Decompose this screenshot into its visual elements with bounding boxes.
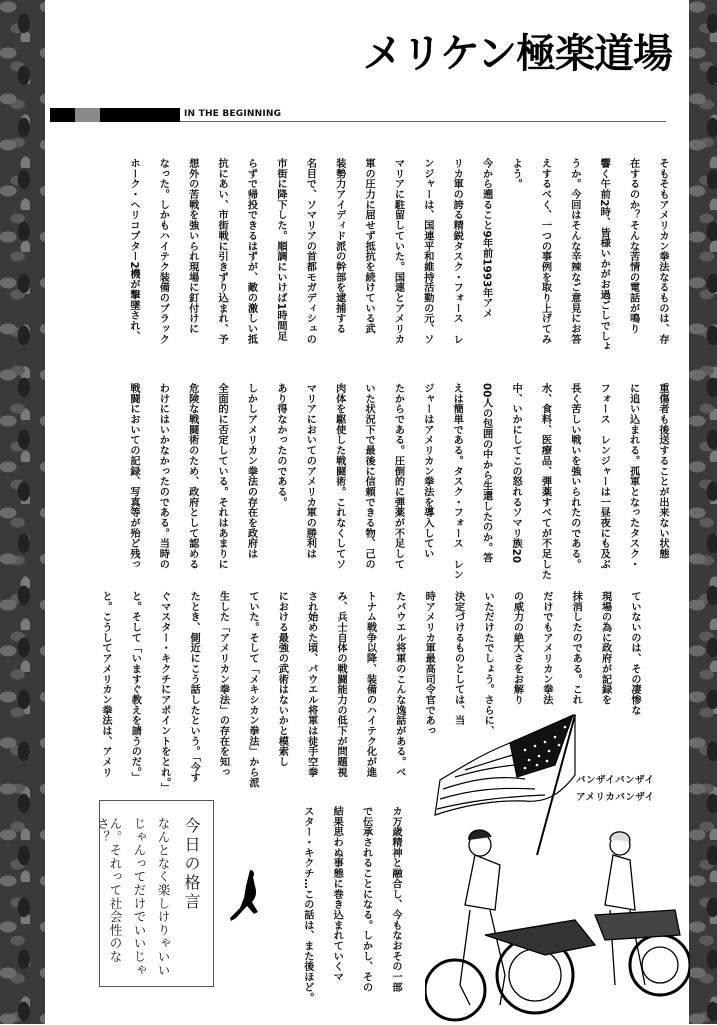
text-column: で伝承されることになる。しかし、その [360, 806, 372, 993]
text-column: うか。今回はそんな辛辣なご意見にお答 [568, 158, 580, 345]
text-column: ていないのは、その凄惨な [629, 591, 640, 716]
text-column: いただけたでしょう。さらに、 [482, 591, 494, 736]
text-column: 戦闘においての記録、写真等が殆ど残っ [127, 383, 139, 570]
section-divider [180, 121, 666, 122]
quote-line: なんとなく楽しけりゃいい [156, 817, 171, 977]
text-column: 水、食料、医療品、弾薬すべてが不足した [539, 383, 551, 580]
text-column: リカ軍の誇る精鋭タスク・フォース レ [451, 158, 463, 345]
text-column: 重傷者も後送することが出来ない状態 [657, 383, 668, 559]
text-column: 響く午前2時、皆様いかがお過ごしでしょ [598, 158, 610, 352]
text-column: み、兵士自体の戦闘能力の低下が問題視 [335, 591, 347, 778]
text-column: カ万歳精神と融合し、今もなおその一部 [390, 806, 401, 993]
text-column: 長く苦しい戦いを強いられたのである。 [568, 383, 580, 570]
text-column: トナム戦争以降、装備のハイテク化が進 [364, 591, 376, 778]
page-title: メリケン極楽道場 [362, 31, 672, 77]
kicking-figure-silhouette [228, 868, 264, 924]
section-bar-accent [75, 108, 100, 122]
text-column: と。こうしてアメリカン拳法は、アメリ [99, 591, 111, 778]
text-column: わけにはいかなかったのである。当時の [157, 383, 169, 570]
quote-title: 今日の格言 [182, 817, 201, 912]
text-column: そもそもアメリカン拳法なるものは、存 [657, 158, 668, 345]
illustration-girls-with-flag-on-motorcycles [425, 705, 690, 1025]
pinup-girls-motorcycles [425, 830, 690, 1020]
text-column: たとき、側近にこう話したという。「今す [188, 591, 200, 783]
text-column: ホーク・ヘリコプター2機が撃墜され、 [127, 158, 139, 342]
caption-line: バンザイバンザイ [576, 775, 655, 786]
caption-line: アメリカバンザイ [576, 792, 655, 803]
text-column: 決定づけるものとしては、当 [452, 591, 464, 726]
text-column: 名目で、ソマリアの首都モガディシュの [304, 158, 316, 345]
illustration-caption [576, 772, 655, 806]
text-column: あり得なかったのである。 [274, 383, 286, 508]
camouflage-border-left [0, 0, 45, 1024]
text-column: の威力の絶大さをお解り [511, 591, 523, 705]
article-block-4 [282, 806, 400, 1006]
text-column: 想外の苦戦を強いられ現場に釘付けに [186, 158, 198, 334]
text-column: 装勢力アイディド派の幹部を逮捕する [333, 158, 345, 334]
text-column: たパウエル将軍のこんな逸話がある。ベ [393, 591, 405, 778]
text-column: よう。 [510, 158, 522, 190]
american-flag-icon [435, 715, 575, 855]
text-column: 市街に降下した。順調にいけば1時間足 [274, 158, 286, 342]
text-column: ぐマスター・キクチにアポイントをとれ。」 [158, 591, 170, 793]
text-column: 肉体を駆使した戦闘術。これなくしてソ [333, 383, 345, 570]
text-column: 生した「アメリカン拳法」の存在を知っ [217, 591, 229, 778]
text-column: 結果思わぬ事態に巻き込まれていくマ [331, 806, 343, 982]
text-column: 危険な戦闘術のため、政府として認める [186, 383, 198, 570]
camouflage-border-right [689, 0, 717, 1024]
quote-line: じゃんってだけでいいじゃ [132, 817, 147, 977]
text-column: えは簡単である。タスク・フォース レン [451, 383, 463, 580]
section-heading: IN THE BEGINNING [184, 109, 282, 119]
text-column: ンジャーは、国連平和維持活動の元、ソ [421, 158, 433, 345]
section-bar [50, 108, 180, 122]
quote-line: ん。それって社会性のなさ？ [95, 817, 123, 964]
text-column: され始めた頃、パウエル将軍は徒手空拳 [305, 591, 317, 778]
text-column: における最強の武術はないかと模索し [276, 591, 288, 767]
text-column: なった。しかもハイテク装備のブラック [157, 158, 169, 345]
text-column: フォース レンジャーは一昼夜にも及ぶ [598, 383, 610, 570]
text-column: いた状況下で最後に信頼できる物、己の [363, 383, 375, 570]
text-column: 時アメリカ軍最高司令官であっ [423, 591, 435, 736]
text-column: 中、いかにしてこの怒れるソマリ族20 [510, 383, 522, 564]
text-column: しかしアメリカン拳法の存在を政府は [245, 383, 257, 559]
quote-box [95, 800, 214, 987]
text-column: たからである。圧倒的に弾薬が不足して [392, 383, 404, 570]
text-column: らずで帰投できるはずが、敵の激しい抵 [245, 158, 257, 345]
text-column: だけでもアメリカン拳法 [540, 591, 552, 705]
text-column: 軍の圧力に屈せず抵抗を続けている武 [363, 158, 375, 334]
text-column: 抗にあい、市街戦に引きずり込まれ、予 [216, 158, 228, 345]
text-column: 00人の包囲の中から生還したのか。答 [480, 383, 492, 564]
text-column: えするべく、一つの事例を取り上げてみ [539, 158, 551, 345]
text-column: マリアにおいてのアメリカ軍の勝利は [304, 383, 316, 559]
quote [97, 817, 199, 986]
text-column: 現場の為に政府が記録を [599, 591, 611, 705]
text-column: 今から遡ること9年前1993年アメ [480, 158, 492, 319]
article-block-2 [109, 383, 667, 583]
text-column: スター・キクチ…この話は、また後ほど。 [301, 806, 313, 1003]
text-column: と。そして「いますぐ教えを請うのだ。」 [129, 591, 141, 783]
text-column: 在するのか？そんな苦情の電話が鳴り [627, 158, 639, 334]
text-column: ジャーはアメリカン拳法を導入してい [421, 383, 433, 559]
text-column: 抹消したのである。これ [570, 591, 582, 705]
article-block-1 [109, 158, 667, 358]
text-column: 全面的に否定している。それはあまりに [216, 383, 228, 570]
text-column: に追い込まれる。孤軍となったタスク・ [627, 383, 639, 570]
text-column: マリアに駐留していた。国連とアメリカ [392, 158, 404, 345]
text-column: ていた。そして「メキシカン拳法」から派 [246, 591, 258, 788]
